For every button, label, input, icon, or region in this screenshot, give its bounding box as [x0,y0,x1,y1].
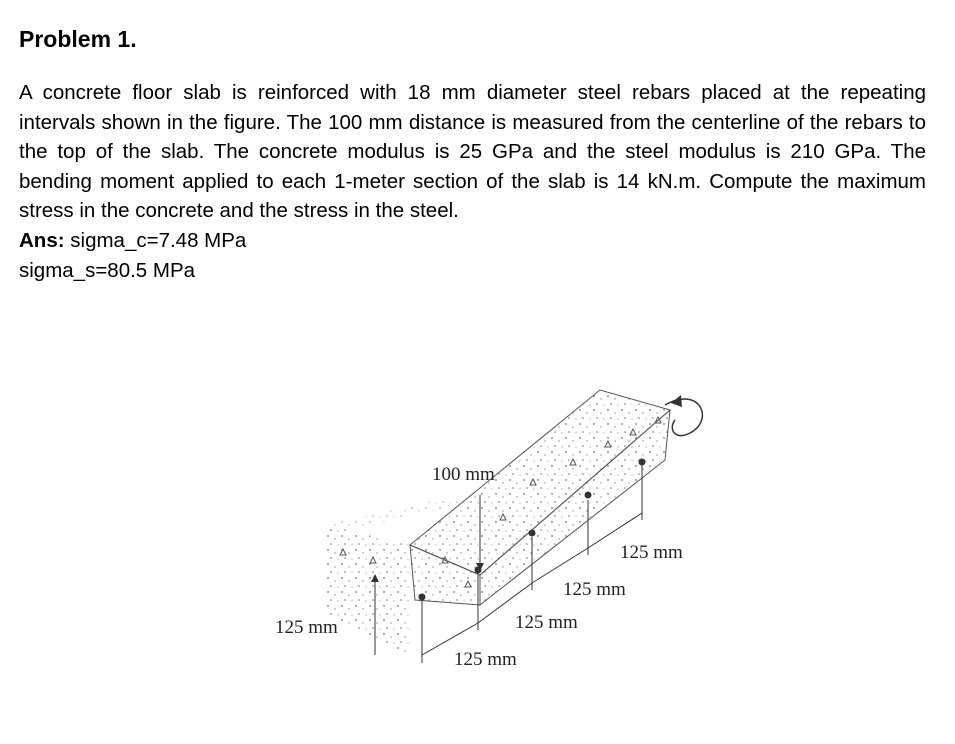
problem-statement: A concrete floor slab is reinforced with 18 mm diameter steel rebars placed at the repeating intervals shown in the figure. The 100 mm distance is measured from the centerline of the rebars to the top of the slab. The concrete modulus is 25 GPa and the steel modulus is 210 GPa. The bending moment applied to each 1-meter section of the slab is 14 kN.m. Compute the maximum stress in the concrete and the stress in the steel. [19,81,926,223]
answer-concrete-stress: sigma_c=7.48 MPa [70,229,247,252]
label-spacing-125mm-4: 125 mm [454,649,517,670]
label-100mm: 100 mm [432,464,495,485]
label-spacing-125mm-1: 125 mm [620,542,683,563]
answer-block [19,226,246,285]
slab-figure [270,365,730,695]
label-spacing-125mm-3: 125 mm [515,612,578,633]
label-spacing-125mm-2: 125 mm [563,579,626,600]
answer-line-2: sigma_s=80.5 MPa [19,258,196,282]
label-thickness-125mm: 125 mm [275,617,338,638]
moment-arrow-icon [665,399,702,436]
answer-label: Ans: [19,229,65,252]
problem-heading: Problem 1. [19,26,137,52]
answer-line-1 [19,226,246,256]
